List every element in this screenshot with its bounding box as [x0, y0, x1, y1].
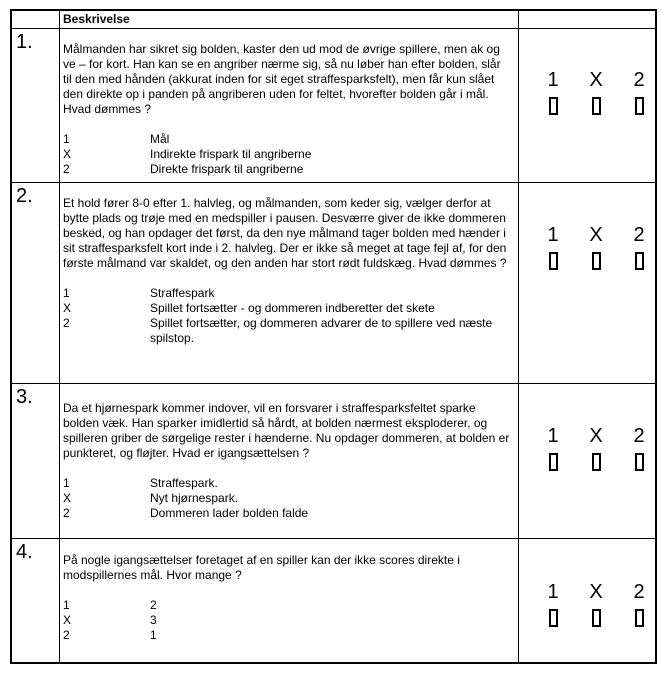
option-text: Indirekte frispark til angriberne — [150, 147, 312, 161]
question-row — [12, 539, 655, 664]
option-key: X — [63, 301, 72, 315]
choice-label: 1 — [547, 425, 559, 447]
question-number: 2. — [16, 185, 33, 207]
choice-label: 2 — [633, 224, 645, 246]
option-key: X — [63, 491, 72, 505]
checkbox-1[interactable] — [549, 453, 558, 471]
choice-label: X — [589, 425, 603, 447]
choice-label: X — [589, 224, 603, 246]
choice-label: 2 — [633, 581, 645, 603]
choice-x — [581, 69, 611, 115]
answer-options — [63, 286, 512, 346]
question-row — [12, 183, 655, 383]
option-text: Straffespark — [150, 286, 215, 300]
choice-1 — [538, 224, 568, 270]
option-text: 1 — [150, 628, 157, 642]
question-description — [63, 553, 512, 643]
choice-label: 2 — [633, 425, 645, 447]
option-row — [63, 628, 512, 643]
question-number: 1. — [16, 31, 33, 53]
option-row — [63, 286, 512, 301]
option-key: 1 — [63, 598, 70, 612]
option-key: 2 — [63, 316, 70, 330]
option-row — [63, 301, 512, 316]
question-description — [63, 196, 512, 346]
option-key: X — [63, 147, 72, 161]
choice-2 — [624, 581, 654, 627]
checkbox-x[interactable] — [592, 453, 601, 471]
question-text: Målmanden har sikret sig bolden, kaster den ud mod de øvrige spillere, men ak og ve – for kort. Han kan se en angriber nærme sig, så nu løber han efter bolden, slår til den med hånden (akkurat inden for sit eget straffesparksfelt), men får kun slået den direkte op i panden på angriberen uden for feltet, hvorefter bolden går i mål. Hvad dømmes ? — [63, 42, 501, 116]
question-row — [12, 29, 655, 182]
option-row — [63, 506, 512, 521]
option-key: 2 — [63, 506, 70, 520]
checkbox-2[interactable] — [635, 97, 644, 115]
choice-2 — [624, 425, 654, 471]
question-text: På nogle igangsættelser foretaget af en spiller kan der ikke scores direkte i modspillernes mål. Hvor mange ? — [63, 553, 460, 582]
choice-1 — [538, 69, 568, 115]
choice-label: 1 — [547, 69, 559, 91]
option-text: Spillet fortsætter - og dommeren indberetter det skete — [150, 301, 435, 315]
question-text: Da et hjørnespark kommer indover, vil en forsvarer i straffesparksfeltet sparke bolden væk. Han sparker imidlertid så hårdt, at bolden nærmest eksploderer, og spilleren griber de sørgelige rester i hænderne. Nu opdager dommeren, at bolden er punkteret, og fløjter. Hvad er igangsættelsen ? — [63, 401, 510, 460]
checkbox-x[interactable] — [592, 97, 601, 115]
option-key: 1 — [63, 132, 70, 146]
option-key: 2 — [63, 162, 70, 176]
checkbox-1[interactable] — [549, 97, 558, 115]
choice-2 — [624, 69, 654, 115]
option-key: 2 — [63, 628, 70, 642]
answer-options — [63, 132, 512, 177]
description-header: Beskrivelse — [63, 12, 130, 26]
checkbox-1[interactable] — [549, 252, 558, 270]
checkbox-1[interactable] — [549, 609, 558, 627]
option-text: Direkte frispark til angriberne — [150, 162, 304, 176]
option-text: Nyt hjørnespark. — [150, 491, 239, 505]
question-text: Et hold fører 8-0 efter 1. halvleg, og målmanden, som keder sig, vælger derfor at bytte plads og trøje med en medspiller i pausen. Desværre giver de ikke dommeren besked, og han opdager det først, da den nye målmand tager bolden med hænder i sit straffesparksfelt kort inde i 2. halvleg. Der er ikke så meget at tage fejl af, for den første målmand var skaldet, og den anden har stort rødt fuldskæg. Hvad dømmes ? — [63, 196, 507, 270]
option-text: Dommeren lader bolden falde — [150, 506, 309, 520]
answer-options — [63, 598, 512, 643]
choice-1 — [538, 581, 568, 627]
choice-1 — [538, 425, 568, 471]
option-row — [63, 598, 512, 613]
option-text: Mål — [150, 132, 170, 146]
choice-label: X — [589, 69, 603, 91]
option-row — [63, 316, 512, 346]
option-text: Straffespark. — [150, 476, 218, 490]
question-description — [63, 42, 512, 177]
choice-x — [581, 425, 611, 471]
option-text: Spillet fortsætter, og dommeren advarer de to spillere ved næste spilstop. — [150, 316, 493, 345]
question-number: 3. — [16, 386, 33, 408]
choice-x — [581, 581, 611, 627]
option-row — [63, 491, 512, 506]
option-text: 2 — [150, 598, 157, 612]
answer-options — [63, 476, 512, 521]
checkbox-2[interactable] — [635, 252, 644, 270]
choice-x — [581, 224, 611, 270]
option-row — [63, 476, 512, 491]
option-row — [63, 162, 512, 177]
option-row — [63, 132, 512, 147]
question-number: 4. — [16, 541, 33, 563]
option-key: 1 — [63, 286, 70, 300]
choice-label: 1 — [547, 581, 559, 603]
choice-label: 1 — [547, 224, 559, 246]
option-row — [63, 147, 512, 162]
quiz-table — [10, 9, 657, 664]
choice-label: 2 — [633, 69, 645, 91]
question-description — [63, 401, 512, 521]
choice-label: X — [589, 581, 603, 603]
checkbox-x[interactable] — [592, 252, 601, 270]
question-row — [12, 384, 655, 538]
option-key: X — [63, 613, 72, 627]
checkbox-x[interactable] — [592, 609, 601, 627]
option-row — [63, 613, 512, 628]
checkbox-2[interactable] — [635, 453, 644, 471]
option-key: 1 — [63, 476, 70, 490]
checkbox-2[interactable] — [635, 609, 644, 627]
choice-2 — [624, 224, 654, 270]
option-text: 3 — [150, 613, 157, 627]
